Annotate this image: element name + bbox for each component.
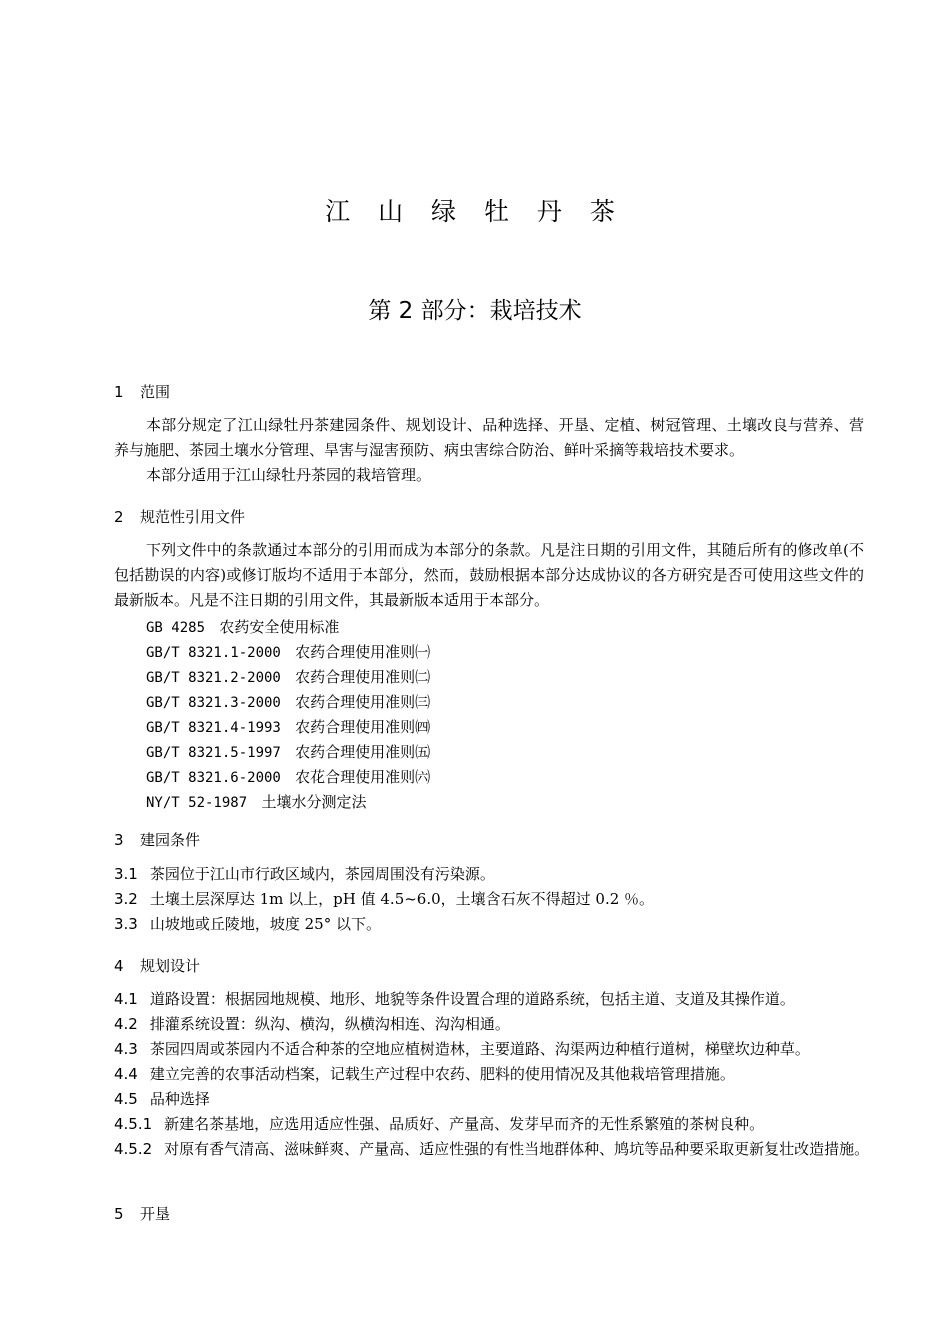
clause-item — [114, 1137, 870, 1162]
reference-item — [146, 691, 430, 712]
reference-item — [146, 616, 339, 637]
section-heading-planning — [114, 955, 200, 976]
reference-code: GB/T 8321.6-2000 — [146, 770, 281, 786]
reference-name: 土壤水分测定法 — [261, 793, 367, 811]
section-heading-scope — [114, 381, 170, 402]
clause-text: 山坡地或丘陵地，坡度 25° 以下。 — [149, 915, 381, 933]
section-number: 3 — [114, 831, 124, 849]
clause-number: 4.5.1 — [114, 1115, 153, 1133]
reference-item — [146, 766, 430, 787]
scope-paragraph-2: 本部分适用于江山绿牡丹茶园的栽培管理。 — [146, 466, 432, 484]
section-heading-reclamation — [114, 1203, 170, 1224]
reference-name: 农药合理使用准则㈣ — [295, 718, 431, 736]
reference-name: 农药合理使用准则㈡ — [295, 668, 431, 686]
clause-text: 道路设置：根据园地规模、地形、地貌等条件设置合理的道路系统，包括主道、支道及其操作道。 — [149, 990, 795, 1008]
clause-number: 4.2 — [114, 1015, 138, 1033]
section-title: 范围 — [140, 383, 171, 401]
clause-number: 4.1 — [114, 990, 138, 1008]
reference-code: GB/T 8321.3-2000 — [146, 695, 281, 711]
section-heading-conditions — [114, 829, 200, 850]
reference-code: GB 4285 — [146, 620, 206, 636]
section-title: 规划设计 — [140, 957, 201, 975]
section-number: 2 — [114, 508, 124, 526]
clause-text: 土壤土层深厚达 1m 以上，pH 值 4.5~6.0，土壤含石灰不得超过 0.2 ％。 — [149, 890, 655, 908]
section-heading-references — [114, 506, 245, 527]
clause-text: 新建名茶基地，应选用适应性强、品质好、产量高、发芽早而齐的无性系繁殖的茶树良种。 — [164, 1115, 765, 1133]
clause-text: 排灌系统设置：纵沟、横沟，纵横沟相连、沟沟相通。 — [149, 1015, 510, 1033]
section-title: 规范性引用文件 — [140, 508, 246, 526]
reference-item — [146, 716, 430, 737]
clause-item — [114, 1087, 870, 1112]
references-intro: 下列文件中的条款通过本部分的引用而成为本部分的条款。凡是注日期的引用文件，其随后所有的修改单(不包括勘误的内容)或修订版均不适用于本部分，然而，鼓励根据本部分达成协议的各方研究是否可使用这些文件的最新版本。凡是不注日期的引用文件，其最新版本适用于本部分。 — [114, 541, 864, 609]
clause-number: 4.4 — [114, 1065, 138, 1083]
clause-number: 4.5.2 — [114, 1140, 153, 1158]
clause-item — [114, 987, 870, 1012]
clause-item — [114, 862, 870, 887]
section-title: 开垦 — [140, 1205, 171, 1223]
reference-code: GB/T 8321.1-2000 — [146, 645, 281, 661]
reference-code: GB/T 8321.4-1993 — [146, 720, 281, 736]
section-title: 建园条件 — [140, 831, 201, 849]
reference-item — [146, 666, 430, 687]
clause-text: 茶园四周或茶园内不适合种茶的空地应植树造林，主要道路、沟渠两边种植行道树，梯壁坎边种草。 — [149, 1040, 810, 1058]
reference-name: 农药合理使用准则㈤ — [295, 743, 431, 761]
clause-text: 对原有香气清高、滋味鲜爽、产量高、适应性强的有性当地群体种、鸠坑等品种要采取更新复壮改造措施。 — [164, 1140, 870, 1158]
reference-name: 农药合理使用准则㈢ — [295, 693, 431, 711]
section-number: 4 — [114, 957, 124, 975]
reference-item — [146, 791, 366, 812]
reference-code: NY/T 52-1987 — [146, 795, 248, 811]
clause-text: 建立完善的农事活动档案，记载生产过程中农药、肥料的使用情况及其他栽培管理措施。 — [149, 1065, 735, 1083]
reference-item — [146, 641, 430, 662]
clause-item — [114, 912, 870, 937]
reference-code: GB/T 8321.5-1997 — [146, 745, 281, 761]
document-title: 江 山 绿 牡 丹 茶 — [325, 197, 625, 226]
reference-name: 农药安全使用标准 — [219, 618, 340, 636]
clause-number: 3.2 — [114, 890, 138, 908]
clause-number: 3.1 — [114, 865, 138, 883]
clause-item — [114, 887, 870, 912]
clause-item — [114, 1037, 870, 1062]
clause-text: 茶园位于江山市行政区域内，茶园周围没有污染源。 — [149, 865, 495, 883]
clause-item — [114, 1112, 870, 1137]
clause-item — [114, 1012, 870, 1037]
reference-item — [146, 741, 430, 762]
document-subtitle: 第 2 部分：栽培技术 — [368, 298, 582, 324]
clause-text: 品种选择 — [149, 1090, 210, 1108]
reference-name: 农药合理使用准则㈠ — [295, 643, 431, 661]
section-number: 5 — [114, 1205, 124, 1223]
clause-number: 4.5 — [114, 1090, 138, 1108]
clause-number: 3.3 — [114, 915, 138, 933]
reference-code: GB/T 8321.2-2000 — [146, 670, 281, 686]
clause-item — [114, 1062, 870, 1087]
reference-name: 农花合理使用准则㈥ — [295, 768, 431, 786]
clause-number: 4.3 — [114, 1040, 138, 1058]
scope-paragraph-1: 本部分规定了江山绿牡丹茶建园条件、规划设计、品种选择、开垦、定植、树冠管理、土壤改良与营养、营养与施肥、茶园土壤水分管理、旱害与湿害预防、病虫害综合防治、鲜叶采摘等栽培技术要求。 — [114, 416, 864, 459]
section-number: 1 — [114, 383, 124, 401]
